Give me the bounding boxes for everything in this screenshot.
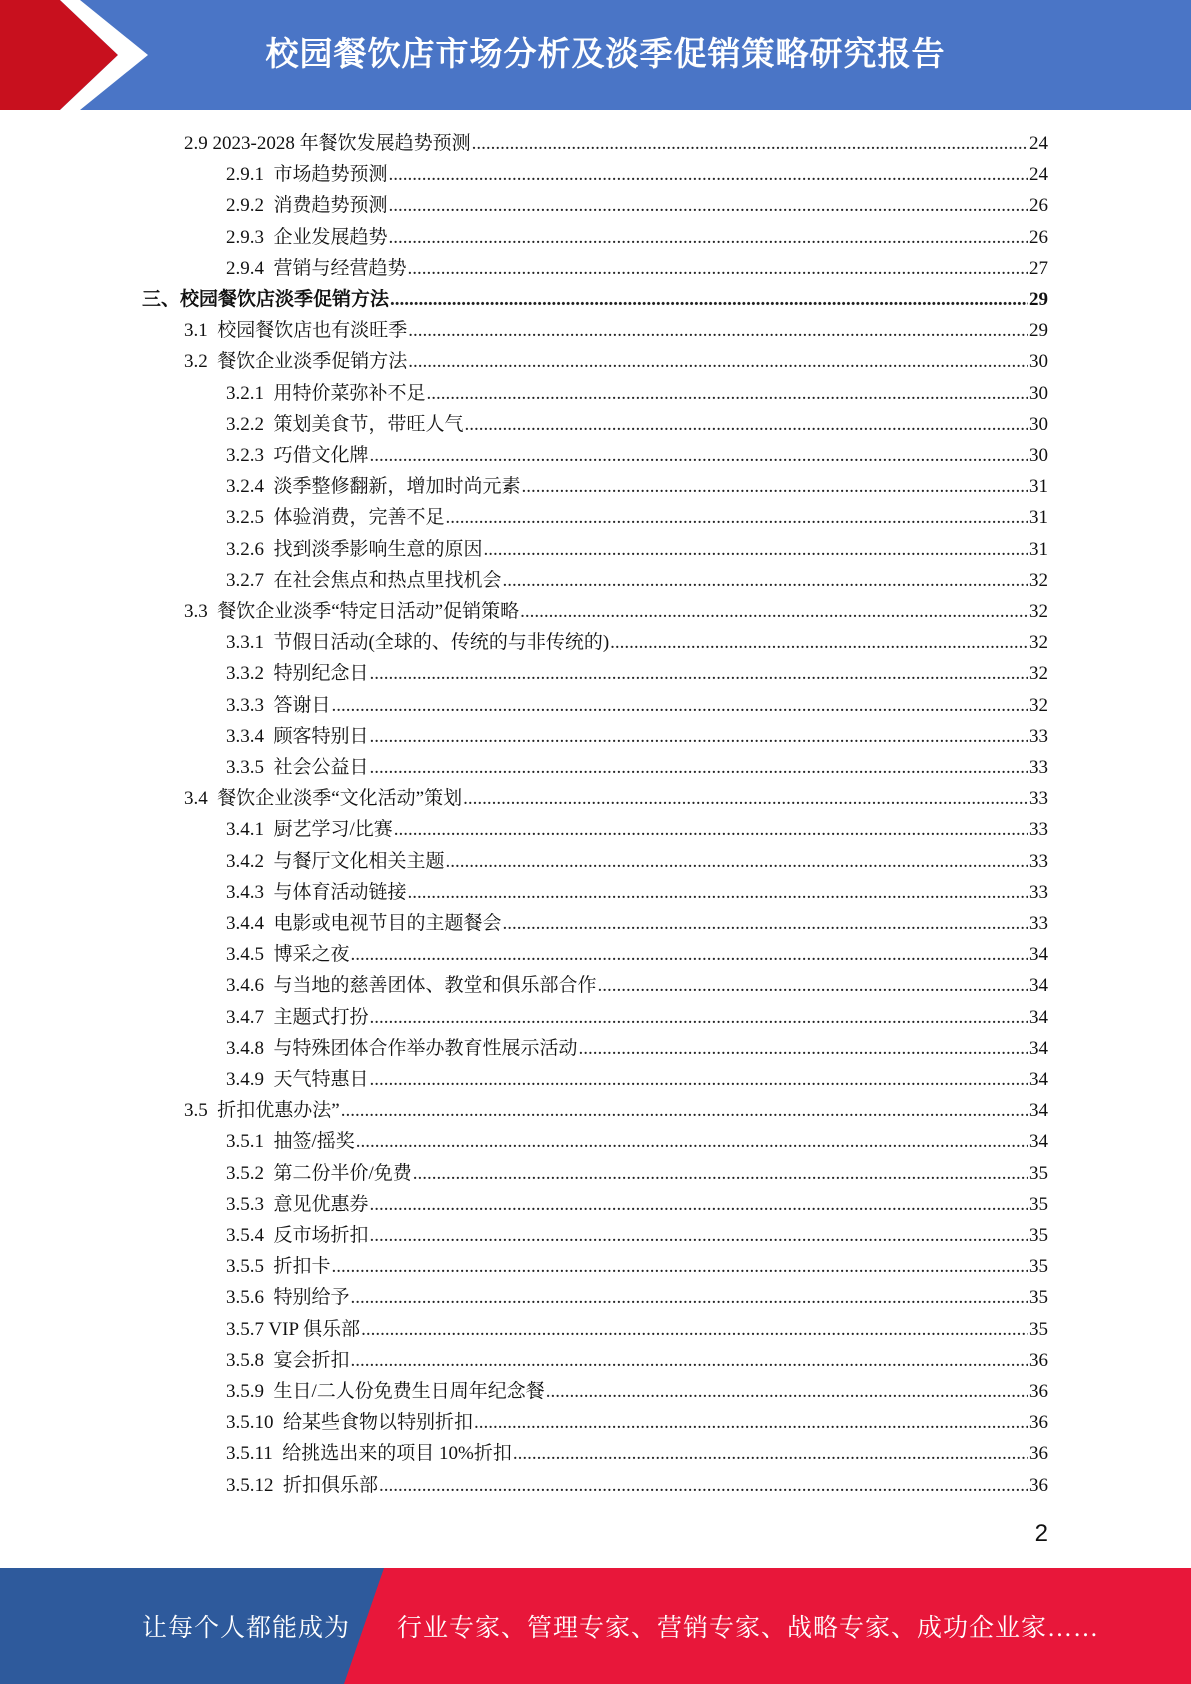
toc-leader-dots [446, 846, 1028, 877]
toc-entry[interactable] [226, 846, 1048, 877]
toc-entry[interactable] [226, 440, 1048, 471]
toc-entry-label: 2.9.3 企业发展趋势 [226, 226, 388, 248]
toc-entry[interactable] [226, 190, 1048, 221]
toc-entry-label: 2.9.4 营销与经营趋势 [226, 257, 407, 279]
toc-entry-page: 34 [1029, 1037, 1048, 1059]
toc-entry[interactable] [226, 1345, 1048, 1376]
toc-leader-dots [389, 222, 1028, 253]
toc-entry-page: 31 [1029, 507, 1048, 529]
toc-entry[interactable] [226, 814, 1048, 845]
toc-entry-page: 34 [1029, 1069, 1048, 1090]
toc-entry[interactable] [226, 1251, 1048, 1282]
toc-entry-page: 26 [1029, 226, 1048, 248]
toc-leader-dots [370, 1064, 1028, 1095]
toc-entry-label: 3.4.5 博采之夜 [226, 944, 350, 966]
toc-entry-page: 36 [1029, 1349, 1048, 1371]
toc-leader-dots [370, 1002, 1028, 1033]
toc-leader-dots [610, 627, 1028, 658]
toc-entry-page: 24 [1029, 133, 1048, 154]
toc-leader-dots [351, 939, 1028, 970]
toc-entry-page: 32 [1029, 569, 1048, 591]
toc-entry[interactable] [226, 1158, 1048, 1189]
toc-entry-label: 3.5.5 折扣卡 [226, 1256, 331, 1278]
toc-entry-page: 34 [1029, 1100, 1048, 1122]
toc-leader-dots [389, 159, 1028, 190]
toc-entry-label: 3.2.3 巧借文化牌 [226, 445, 369, 466]
toc-entry-page: 35 [1029, 1193, 1048, 1215]
toc-entry[interactable] [226, 159, 1048, 190]
toc-entry[interactable] [226, 1220, 1048, 1251]
toc-leader-dots [351, 1345, 1028, 1376]
toc-entry-page: 33 [1029, 850, 1048, 872]
page-number: 2 [1034, 1520, 1048, 1547]
toc-entry-label: 3.5.6 特别给予 [226, 1287, 350, 1309]
toc-entry-page: 36 [1029, 1412, 1048, 1434]
toc-entry[interactable] [226, 534, 1048, 565]
toc-entry-page: 33 [1029, 881, 1048, 903]
toc-entry-page: 34 [1029, 1006, 1048, 1028]
page-header [0, 0, 1191, 110]
toc-entry[interactable] [184, 346, 1048, 377]
toc-entry[interactable] [142, 284, 1048, 315]
toc-entry-label: 2.9.1 市场趋势预测 [226, 164, 388, 186]
toc-leader-dots [513, 1438, 1028, 1469]
toc-entry[interactable] [226, 253, 1048, 284]
toc-entry[interactable] [226, 1033, 1048, 1064]
toc-leader-dots [379, 1470, 1028, 1501]
toc-entry-label: 3.4.9 天气特惠日 [226, 1069, 369, 1090]
toc-leader-dots [370, 1189, 1028, 1220]
toc-entry[interactable] [226, 1470, 1048, 1501]
toc-entry[interactable] [226, 378, 1048, 409]
toc-entry-page: 29 [1029, 289, 1048, 310]
toc-entry[interactable] [226, 1438, 1048, 1469]
toc-entry[interactable] [226, 1189, 1048, 1220]
toc-entry[interactable] [226, 502, 1048, 533]
toc-entry-page: 26 [1029, 195, 1048, 217]
toc-leader-dots [408, 877, 1028, 908]
toc-leader-dots [361, 1314, 1028, 1345]
toc-entry-page: 35 [1029, 1287, 1048, 1309]
toc-entry-page: 36 [1029, 1474, 1048, 1496]
toc-entry-page: 30 [1029, 413, 1048, 435]
toc-entry-label: 3.3.2 特别纪念日 [226, 663, 369, 685]
toc-entry[interactable] [226, 1376, 1048, 1407]
toc-entry-page: 35 [1029, 1225, 1048, 1246]
toc-leader-dots [370, 440, 1028, 471]
toc-entry-label: 3.3.4 顾客特别日 [226, 725, 369, 747]
toc-entry[interactable] [226, 721, 1048, 752]
toc-entry[interactable] [184, 1095, 1048, 1126]
toc-leader-dots [598, 970, 1028, 1001]
toc-entry-label: 2.9.2 消费趋势预测 [226, 195, 388, 217]
toc-entry-page: 30 [1029, 382, 1048, 404]
toc-leader-dots [332, 1251, 1028, 1282]
toc-entry-page: 31 [1029, 476, 1048, 498]
toc-leader-dots [427, 378, 1028, 409]
toc-entry[interactable] [226, 222, 1048, 253]
toc-entry-label: 3.5.9 生日/二人份免费生日周年纪念餐 [226, 1381, 545, 1402]
toc-leader-dots [370, 752, 1028, 783]
toc-entry-label: 3.4.4 电影或电视节目的主题餐会 [226, 913, 502, 934]
toc-entry-page: 33 [1029, 725, 1048, 747]
toc-leader-dots [484, 534, 1028, 565]
toc-entry-label: 3.5.1 抽签/摇奖 [226, 1131, 355, 1153]
toc-entry-page: 32 [1029, 632, 1048, 654]
toc-leader-dots [408, 346, 1028, 377]
toc-leader-dots [394, 814, 1028, 845]
toc-entry[interactable] [226, 877, 1048, 908]
toc-entry[interactable] [226, 752, 1048, 783]
toc-entry-label: 2.9 2023-2028 年餐饮发展趋势预测 [184, 133, 471, 154]
toc-entry-page: 35 [1029, 1256, 1048, 1278]
toc-leader-dots [351, 1282, 1028, 1313]
toc-leader-dots [356, 1126, 1028, 1157]
toc-leader-dots [408, 253, 1028, 284]
toc-leader-dots [408, 315, 1028, 346]
toc-entry-page: 24 [1029, 164, 1048, 186]
toc-entry[interactable] [226, 939, 1048, 970]
toc-entry[interactable] [226, 471, 1048, 502]
toc-entry[interactable] [226, 1314, 1048, 1345]
toc-entry-page: 35 [1029, 1318, 1048, 1340]
footer-slogan-right: 行业专家、管理专家、营销专家、战略专家、成功企业家…… [397, 1615, 1100, 1642]
toc-entry-page: 33 [1029, 819, 1048, 841]
toc-entry-label: 3.4.3 与体育活动链接 [226, 881, 407, 903]
toc-entry[interactable] [226, 1002, 1048, 1033]
toc-entry-label: 3.1 校园餐饮店也有淡旺季 [184, 320, 408, 342]
toc-entry-page: 31 [1029, 538, 1048, 560]
toc-leader-dots [370, 1220, 1028, 1251]
document-title: 校园餐饮店市场分析及淡季促销策略研究报告 [265, 34, 946, 73]
toc-entry-label: 3.5.7 VIP 俱乐部 [226, 1318, 361, 1340]
toc-entry-label: 3.3 餐饮企业淡季“特定日活动”促销策略 [184, 601, 520, 622]
toc-entry-label: 3.4.6 与当地的慈善团体、教堂和俱乐部合作 [226, 975, 597, 997]
toc-entry[interactable] [226, 690, 1048, 721]
toc-entry-page: 33 [1029, 788, 1048, 810]
toc-entry[interactable] [226, 1282, 1048, 1313]
toc-entry-label: 3.5.3 意见优惠券 [226, 1193, 369, 1215]
toc-entry-label: 3.3.3 答谢日 [226, 694, 331, 716]
toc-leader-dots [503, 908, 1028, 939]
toc-entry-label: 3.2.5 体验消费，完善不足 [226, 507, 445, 529]
toc-entry-label: 3.5.4 反市场折扣 [226, 1225, 369, 1246]
toc-entry-label: 3.5.8 宴会折扣 [226, 1349, 350, 1371]
toc-leader-dots [472, 128, 1028, 159]
toc-leader-dots [474, 1407, 1028, 1438]
toc-entry-page: 30 [1029, 351, 1048, 373]
toc-leader-dots [520, 596, 1028, 627]
toc-entry-page: 30 [1029, 445, 1048, 466]
toc-leader-dots [413, 1158, 1028, 1189]
toc-entry-page: 35 [1029, 1162, 1048, 1184]
toc-entry-label: 3.5.2 第二份半价/免费 [226, 1162, 412, 1184]
toc-entry-page: 34 [1029, 944, 1048, 966]
toc-entry[interactable] [184, 783, 1048, 814]
toc-entry-page: 32 [1029, 601, 1048, 622]
toc-entry-label: 3.2.1 用特价菜弥补不足 [226, 382, 426, 404]
toc-entry[interactable] [226, 658, 1048, 689]
toc-entry[interactable] [184, 596, 1048, 627]
toc-leader-dots [579, 1033, 1028, 1064]
toc-entry[interactable] [226, 409, 1048, 440]
toc-entry-label: 3.5 折扣优惠办法” [184, 1100, 340, 1122]
toc-entry-label: 3.2.4 淡季整修翻新，增加时尚元素 [226, 476, 521, 498]
toc-leader-dots [370, 658, 1028, 689]
toc-entry-page: 34 [1029, 975, 1048, 997]
toc-entry-label: 3.3.5 社会公益日 [226, 757, 369, 778]
toc-entry-label: 3.5.10 给某些食物以特别折扣 [226, 1412, 474, 1434]
toc-leader-dots [390, 284, 1028, 315]
toc-entry[interactable] [226, 627, 1048, 658]
toc-entry-label: 3.4 餐饮企业淡季“文化活动”策划 [184, 788, 463, 810]
toc-leader-dots [522, 471, 1028, 502]
toc-entry-label: 3.5.11 给挑选出来的项目 10%折扣 [226, 1443, 512, 1465]
toc-leader-dots [503, 565, 1028, 596]
toc-entry[interactable] [226, 1407, 1048, 1438]
toc-entry-label: 3.2.7 在社会焦点和热点里找机会 [226, 569, 502, 591]
toc-entry[interactable] [226, 908, 1048, 939]
toc-leader-dots [370, 721, 1028, 752]
toc-entry-page: 33 [1029, 913, 1048, 934]
toc-entry-label: 3.2.6 找到淡季影响生意的原因 [226, 538, 483, 560]
toc-entry-label: 3.4.2 与餐厅文化相关主题 [226, 850, 445, 872]
toc-entry-label: 3.2 餐饮企业淡季促销方法 [184, 351, 408, 373]
page-footer [0, 1568, 1191, 1684]
toc-entry-label: 3.3.1 节假日活动(全球的、传统的与非传统的) [226, 632, 610, 654]
toc-entry-page: 27 [1029, 257, 1048, 279]
toc-entry[interactable] [184, 128, 1048, 159]
toc-leader-dots [389, 190, 1028, 221]
toc-entry-label: 3.4.1 厨艺学习/比赛 [226, 819, 393, 841]
toc-entry-label: 3.2.2 策划美食节，带旺人气 [226, 413, 464, 435]
toc-entry-label: 3.4.7 主题式打扮 [226, 1006, 369, 1028]
toc-leader-dots [341, 1095, 1028, 1126]
footer-slogan-left: 让每个人都能成为 [142, 1615, 351, 1642]
toc-entry-page: 36 [1029, 1443, 1048, 1465]
toc-leader-dots [463, 783, 1028, 814]
toc-entry-page: 29 [1029, 320, 1048, 342]
toc-entry[interactable] [226, 565, 1048, 596]
toc-entry-label: 三、校园餐饮店淡季促销方法 [142, 289, 390, 310]
toc-entry-label: 3.5.12 折扣俱乐部 [226, 1474, 379, 1496]
toc-entry-label: 3.4.8 与特殊团体合作举办教育性展示活动 [226, 1037, 578, 1059]
toc-leader-dots [332, 690, 1028, 721]
toc-entry[interactable] [226, 1064, 1048, 1095]
toc-entry[interactable] [184, 315, 1048, 346]
toc-entry-page: 32 [1029, 694, 1048, 716]
toc-entry-page: 36 [1029, 1381, 1048, 1402]
toc-entry[interactable] [226, 970, 1048, 1001]
toc-entry-page: 34 [1029, 1131, 1048, 1153]
toc-entry[interactable] [226, 1126, 1048, 1157]
toc-leader-dots [446, 502, 1028, 533]
toc-entry-page: 33 [1029, 757, 1048, 778]
toc-leader-dots [465, 409, 1028, 440]
toc-entry-page: 32 [1029, 663, 1048, 685]
toc-leader-dots [546, 1376, 1028, 1407]
